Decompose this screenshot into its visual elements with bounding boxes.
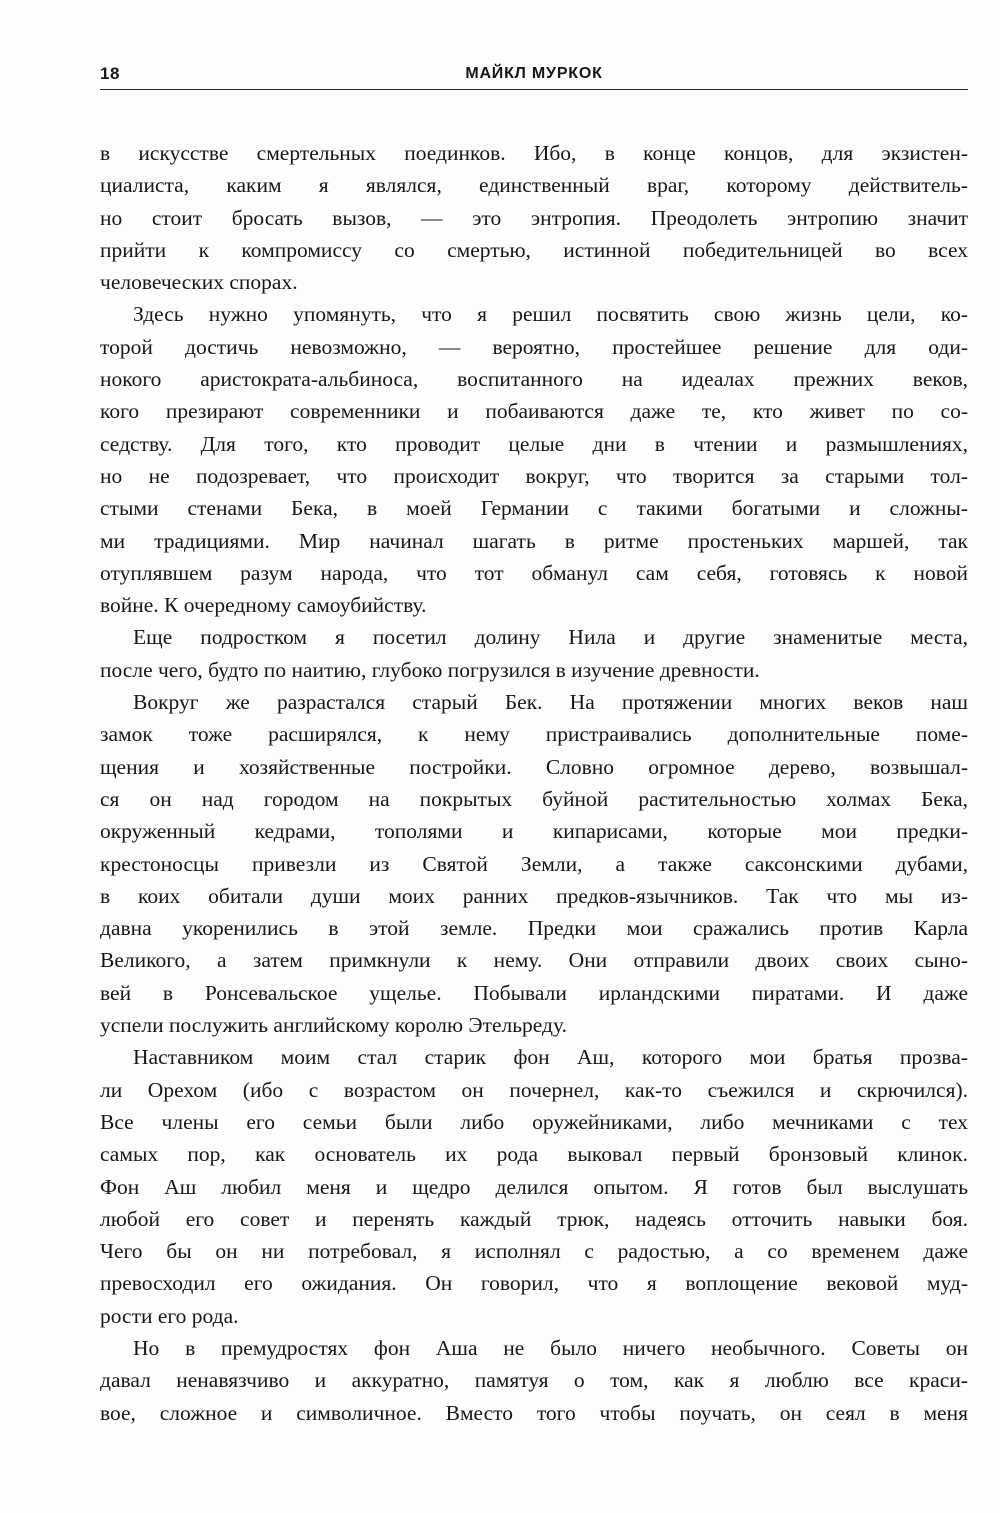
text-line: любой его совет и перенять каждый трюк, надеясь отточить навыки боя. — [100, 1206, 968, 1231]
text-line: седству. Для того, кто проводит целые дни в чтении и размышлениях, — [100, 431, 968, 456]
page-number: 18 — [100, 64, 120, 83]
text-line: замок тоже расширялся, к нему пристраивались дополнительные поме- — [100, 722, 968, 747]
paragraph — [100, 137, 968, 298]
text-line: Чего бы он ни потребовал, я исполнял с радостью, а со временем даже — [100, 1239, 968, 1264]
text-line: Здесь нужно упомянуть, что я решил посвятить свою жизнь цели, ко- — [133, 302, 968, 327]
text-line: щения и хозяйственные постройки. Словно огромное дерево, возвышал- — [100, 754, 968, 779]
text-line: войне. К очередному самоубийству. — [100, 593, 427, 618]
text-line: циалиста, каким я являлся, единственный враг, которому действитель- — [100, 173, 968, 198]
text-line: вое, сложное и символичное. Вместо того чтобы поучать, он сеял в меня — [100, 1400, 968, 1425]
text-line: Но в премудростях фон Аша не было ничего необычного. Советы он — [133, 1335, 968, 1360]
text-line: Еще подростком я посетил долину Нила и другие знаменитые места, — [133, 625, 968, 650]
paragraph — [100, 621, 968, 686]
text-line: нокого аристократа-альбиноса, воспитанного на идеалах прежних веков, — [100, 367, 968, 392]
text-line: Наставником моим стал старик фон Аш, которого мои братья прозва- — [133, 1045, 968, 1070]
text-line: торой достичь невозможно, — вероятно, простейшее решение для оди- — [100, 334, 968, 359]
text-line: но стоит бросать вызов, — это энтропия. Преодолеть энтропию значит — [100, 205, 968, 230]
text-line: ми традициями. Мир начинал шагать в ритме простеньких маршей, так — [100, 528, 968, 553]
text-line: Фон Аш любил меня и щедро делился опытом. Я готов был выслушать — [100, 1174, 968, 1199]
page-header — [100, 0, 968, 84]
text-line: Вокруг же разрастался старый Бек. На протяжении многих веков наш — [133, 690, 968, 715]
text-line: но не подозревает, что происходит вокруг, что творится за старыми тол- — [100, 463, 968, 488]
text-line: Великого, а затем примкнули к нему. Они отправили двоих своих сыно- — [100, 948, 968, 973]
text-line: окруженный кедрами, тополями и кипарисами, которые мои предки- — [100, 819, 968, 844]
paragraph — [100, 686, 968, 1041]
text-line: превосходил его ожидания. Он говорил, что я воплощение вековой муд- — [100, 1271, 968, 1296]
text-line: кого презирают современники и побаиваются даже те, кто живет по со- — [100, 399, 968, 424]
text-line: человеческих спорах. — [100, 270, 298, 295]
paragraph — [100, 1332, 968, 1429]
header-rule — [100, 89, 968, 90]
text-line: успели послужить английскому королю Этельреду. — [100, 1013, 567, 1038]
text-line: ся он над городом на покрытых буйной растительностью холмах Бека, — [100, 786, 968, 811]
text-line: крестоносцы привезли из Святой Земли, а также саксонскими дубами, — [100, 851, 968, 876]
text-line: после чего, будто по наитию, глубоко погрузился в изучение древности. — [100, 657, 760, 682]
text-line: рости его рода. — [100, 1303, 239, 1328]
text-line: давна укоренились в этой земле. Предки мои сражались против Карла — [100, 916, 968, 941]
text-line: ли Орехом (ибо с возрастом он почернел, как-то съежился и скрючился). — [100, 1077, 968, 1102]
text-line: самых пор, как основатель их рода выковал первый бронзовый клинок. — [100, 1142, 968, 1167]
text-line: прийти к компромиссу со смертью, истинной победительницей во всех — [100, 237, 968, 262]
running-title: МАЙКЛ МУРКОК — [465, 65, 603, 82]
text-line: в коих обитали души моих ранних предков-язычников. Так что мы из- — [100, 883, 968, 908]
text-line: вей в Ронсевальское ущелье. Побывали ирландскими пиратами. И даже — [100, 980, 968, 1005]
text-line: в искусстве смертельных поединков. Ибо, в конце концов, для экзистен- — [100, 141, 968, 165]
text-line: давал ненавязчиво и аккуратно, памятуя о том, как я люблю все краси- — [100, 1368, 968, 1393]
text-line: отуплявшем разум народа, что тот обманул сам себя, готовясь к новой — [100, 560, 968, 585]
text-line: стыми стенами Бека, в моей Германии с такими богатыми и сложны- — [100, 496, 968, 521]
text-block — [100, 0, 968, 1429]
paragraph — [100, 298, 968, 621]
page-body — [100, 137, 968, 1429]
text-line: Все члены его семьи были либо оружейниками, либо мечниками с тех — [100, 1109, 968, 1134]
paragraph — [100, 1041, 968, 1332]
